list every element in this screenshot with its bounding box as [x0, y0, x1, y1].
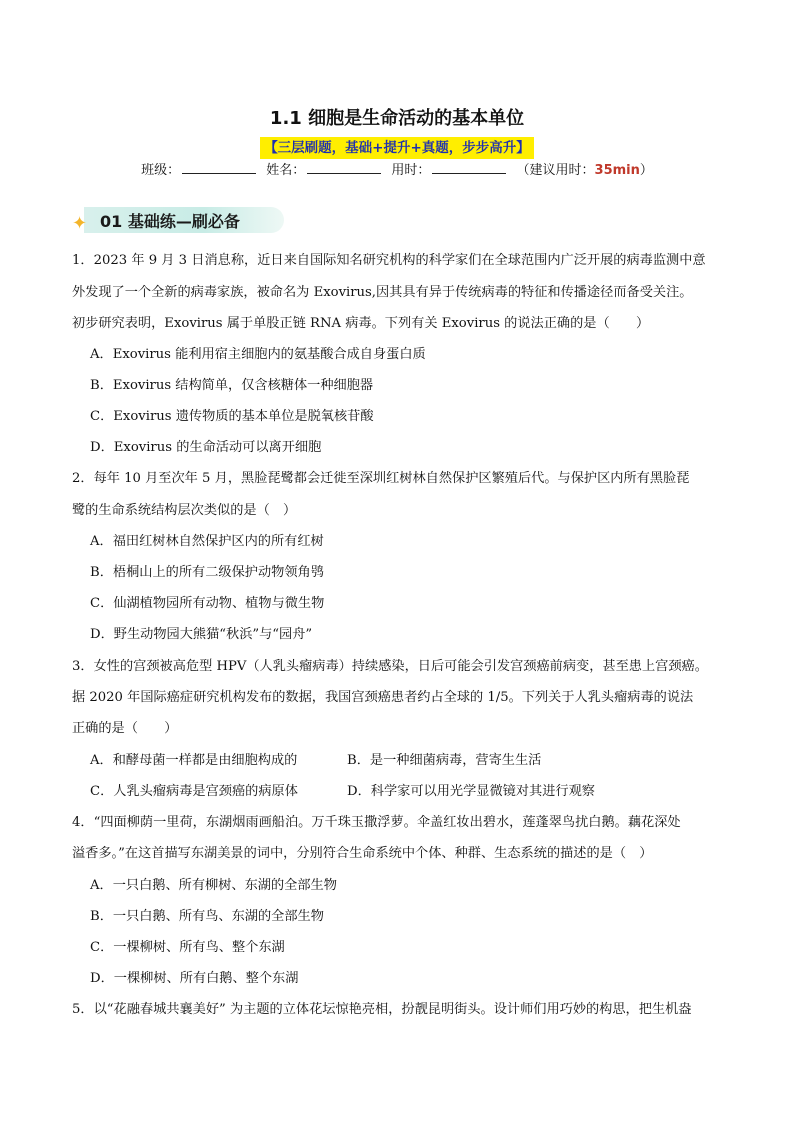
q5-line-1: 5．以“花融春城共襄美好” 为主题的立体花坛惊艳亮相，扮靓昆明街头。设计师们用巧妙的构思，把生机盎	[72, 1002, 692, 1017]
q4-option-b[interactable]: B．一只白鹅、所有鸟、东湖的全部生物	[90, 909, 324, 924]
q2-line-2: 鹭的生命系统结构层次类似的是（ ）	[72, 503, 297, 518]
student-info-line	[0, 159, 794, 178]
q3-option-d[interactable]: D．科学家可以用光学显微镜对其进行观察	[347, 784, 595, 799]
suggest-prefix: （建议用时：	[516, 163, 595, 178]
q4-line-2: 溢香多。”在这首描写东湖美景的词中，分别符合生命系统中个体、种群、生态系统的描述的是（ ）	[72, 846, 653, 861]
q3-option-b[interactable]: B．是一种细菌病毒，营寄生生活	[347, 753, 542, 768]
class-label: 班级：	[141, 163, 181, 178]
q1-line-1: 1．2023 年 9 月 3 日消息称，近日来自国际知名研究机构的科学家们在全球范围内广泛开展的病毒监测中意	[72, 253, 706, 268]
q4-option-a[interactable]: A．一只白鹅、所有柳树、东湖的全部生物	[90, 878, 337, 893]
subtitle-highlight: 【三层刷题，基础+提升+真题，步步高升】	[260, 137, 534, 159]
name-label: 姓名：	[266, 163, 306, 178]
q4-option-c[interactable]: C．一棵柳树、所有鸟、整个东湖	[90, 940, 285, 955]
q1-line-2: 外发现了一个全新的病毒家族，被命名为 Exovirus,因其具有异于传统病毒的特征和传播途径而备受关注。	[72, 285, 693, 300]
q1-line-3: 初步研究表明，Exovirus 属于单股正链 RNA 病毒。下列有关 Exovirus 的说法正确的是（ ）	[72, 316, 650, 331]
name-blank[interactable]	[307, 161, 381, 174]
q1-option-a[interactable]: A．Exovirus 能利用宿主细胞内的氨基酸合成自身蛋白质	[90, 347, 426, 362]
suggest-suffix: ）	[639, 163, 653, 178]
q3-line-3: 正确的是（ ）	[72, 721, 178, 736]
q2-option-a[interactable]: A．福田红树林自然保护区内的所有红树	[90, 534, 324, 549]
subtitle-wrap	[0, 137, 794, 159]
q1-option-d[interactable]: D．Exovirus 的生命活动可以离开细胞	[90, 440, 322, 455]
q1-option-b[interactable]: B．Exovirus 结构简单，仅含核糖体一种细胞器	[90, 378, 374, 393]
q4-option-d[interactable]: D．一棵柳树、所有白鹅、整个东湖	[90, 971, 299, 986]
time-blank[interactable]	[432, 161, 506, 174]
q3-line-1: 3．女性的宫颈被高危型 HPV（人乳头瘤病毒）持续感染，日后可能会引发宫颈癌前病变，甚至患上宫颈癌。	[72, 659, 708, 674]
suggest-time-value: 35min	[594, 163, 640, 178]
q2-option-b[interactable]: B．梧桐山上的所有二级保护动物领角鸮	[90, 565, 324, 580]
q4-line-1: 4．“四面柳荫一里荷，东湖烟雨画船泊。万千珠玉撒浮萝。伞盖红妆出碧水，莲蓬翠鸟扰白鹅。藕花深处	[72, 815, 681, 830]
q1-option-c[interactable]: C．Exovirus 遗传物质的基本单位是脱氧核苷酸	[90, 409, 374, 424]
q3-line-2: 据 2020 年国际癌症研究机构发布的数据，我国宫颈癌患者约占全球的 1/5。下列关于人乳头瘤病毒的说法	[72, 690, 694, 705]
q2-option-d[interactable]: D．野生动物园大熊猫“秋浜”与“园舟”	[90, 627, 313, 642]
time-label: 用时：	[391, 163, 431, 178]
q3-option-a[interactable]: A．和酵母菌一样都是由细胞构成的	[90, 753, 298, 768]
q2-option-c[interactable]: C．仙湖植物园所有动物、植物与微生物	[90, 596, 325, 611]
star-icon: ✦	[72, 213, 88, 234]
q3-option-c[interactable]: C．人乳头瘤病毒是宫颈癌的病原体	[90, 784, 298, 799]
page-title: 1.1 细胞是生命活动的基本单位	[269, 108, 525, 129]
section-header	[72, 205, 292, 235]
q2-line-1: 2．每年 10 月至次年 5 月，黑脸琵鹭都会迁徙至深圳红树林自然保护区繁殖后代。与保护区内所有黑脸琵	[72, 471, 690, 486]
class-blank[interactable]	[182, 161, 256, 174]
section-label: 01 基础练—刷必备	[100, 212, 240, 231]
